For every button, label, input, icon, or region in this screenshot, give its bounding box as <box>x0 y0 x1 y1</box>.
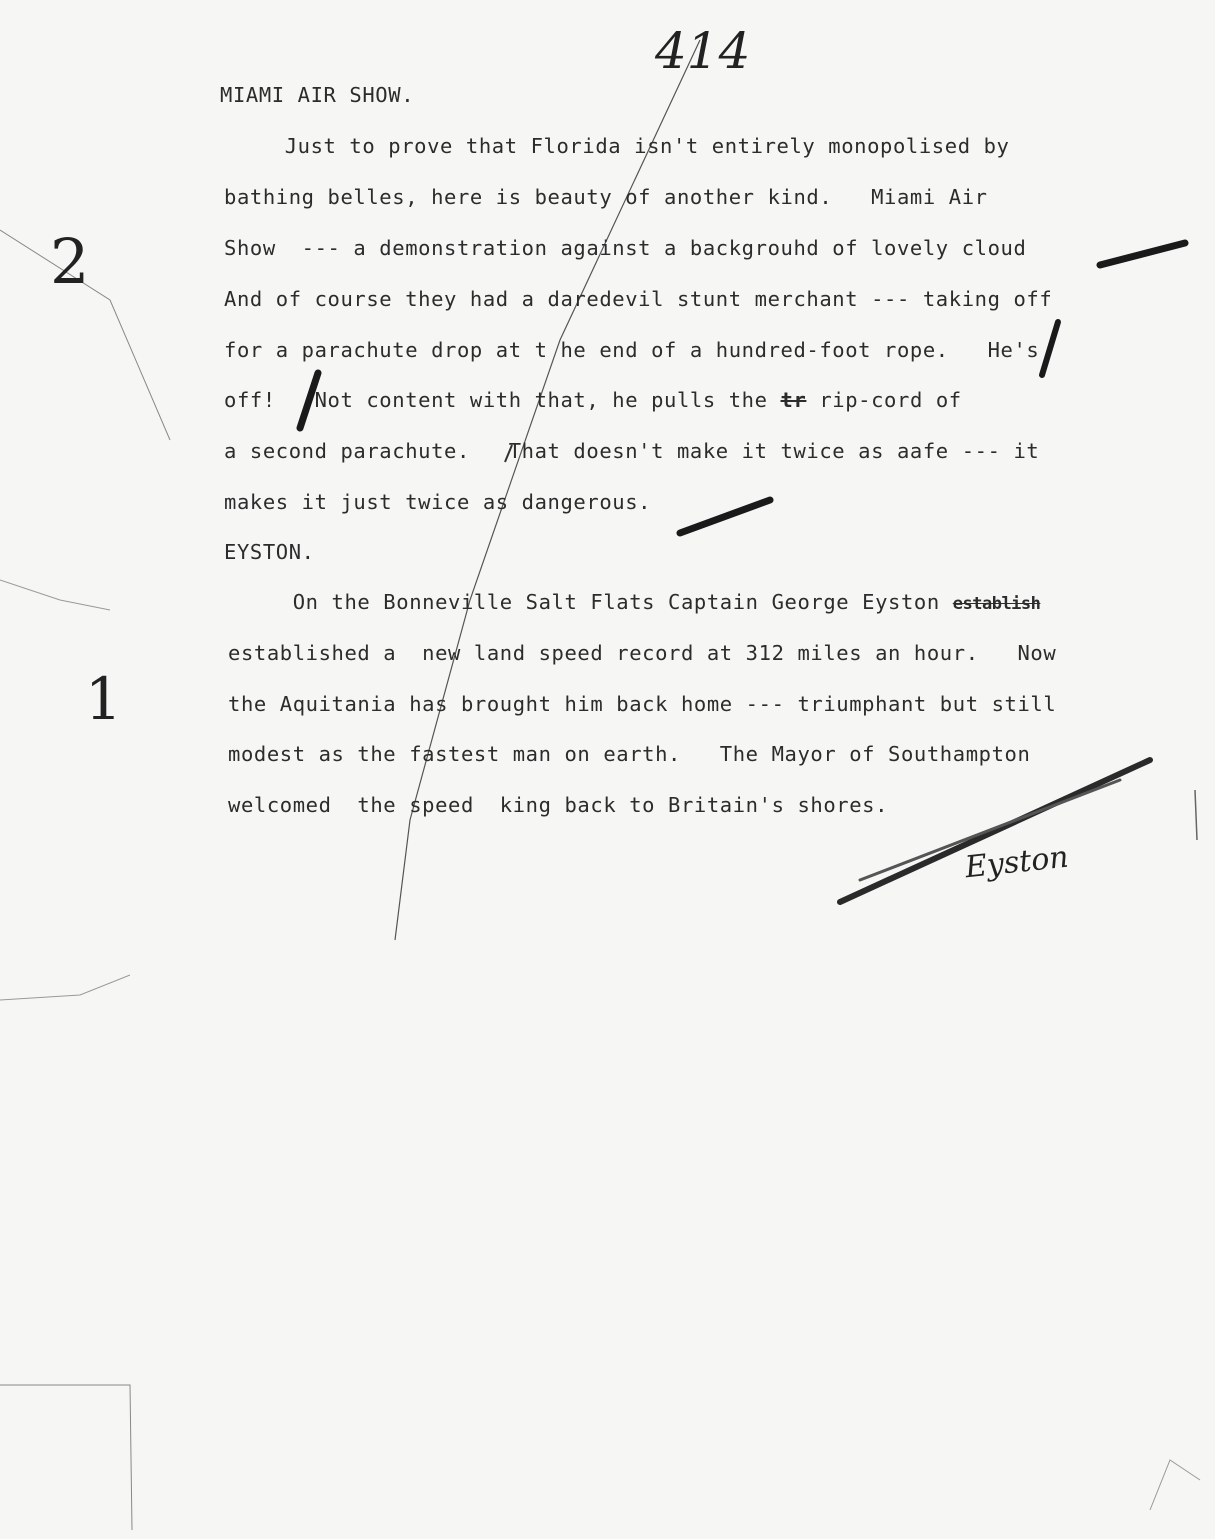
text-line: modest as the fastest man on earth. The Mayor of Southampton <box>228 742 1031 766</box>
margin-mark-2: 2 <box>50 225 90 298</box>
section-heading-miami: MIAMI AIR SHOW. <box>220 83 415 107</box>
struck-text: establish <box>952 594 1041 614</box>
fold-line <box>1195 790 1197 840</box>
fold-line <box>0 1385 132 1530</box>
text-line: for a parachute drop at t he end of a hundred-foot rope. He's <box>224 338 1040 362</box>
cut-mark <box>1100 243 1185 265</box>
cut-mark <box>680 500 770 533</box>
text-line: Show --- a demonstration against a backgrouhd of lovely cloud <box>224 236 1027 260</box>
text-line: And of course they had a daredevil stunt merchant --- taking off <box>224 287 1053 311</box>
margin-mark-1: 1 <box>85 665 122 733</box>
text-line <box>224 388 962 412</box>
fold-line <box>1150 1460 1200 1510</box>
page-number: 414 <box>655 22 751 80</box>
text-line: established a new land speed record at 312 miles an hour. Now <box>228 641 1057 665</box>
section-heading-eyston: EYSTON. <box>224 540 315 564</box>
cut-mark <box>1042 322 1058 375</box>
text-line: bathing belles, here is beauty of another kind. Miami Air <box>224 185 988 209</box>
text-line: the Aquitania has brought him back home --- triumphant but still <box>228 692 1057 716</box>
text-segment: off! Not content with that, he pulls the <box>224 388 781 412</box>
text-segment: On the Bonneville Salt Flats Captain George Eyston <box>228 590 953 614</box>
fold-line <box>0 975 130 1000</box>
text-line: Just to prove that Florida isn't entirely monopolised by <box>220 134 1010 158</box>
fold-line <box>0 580 110 610</box>
text-segment: rip-cord of <box>806 388 962 412</box>
text-line: a second parachute. That doesn't make it twice as aafe --- it <box>224 439 1040 463</box>
text-line: welcomed the speed king back to Britain's shores. <box>228 793 889 817</box>
text-line: makes it just twice as dangerous. <box>224 490 652 514</box>
text-line <box>228 590 1040 614</box>
handwritten-signature: Eyston <box>963 839 1071 886</box>
struck-text: tr <box>780 388 807 412</box>
